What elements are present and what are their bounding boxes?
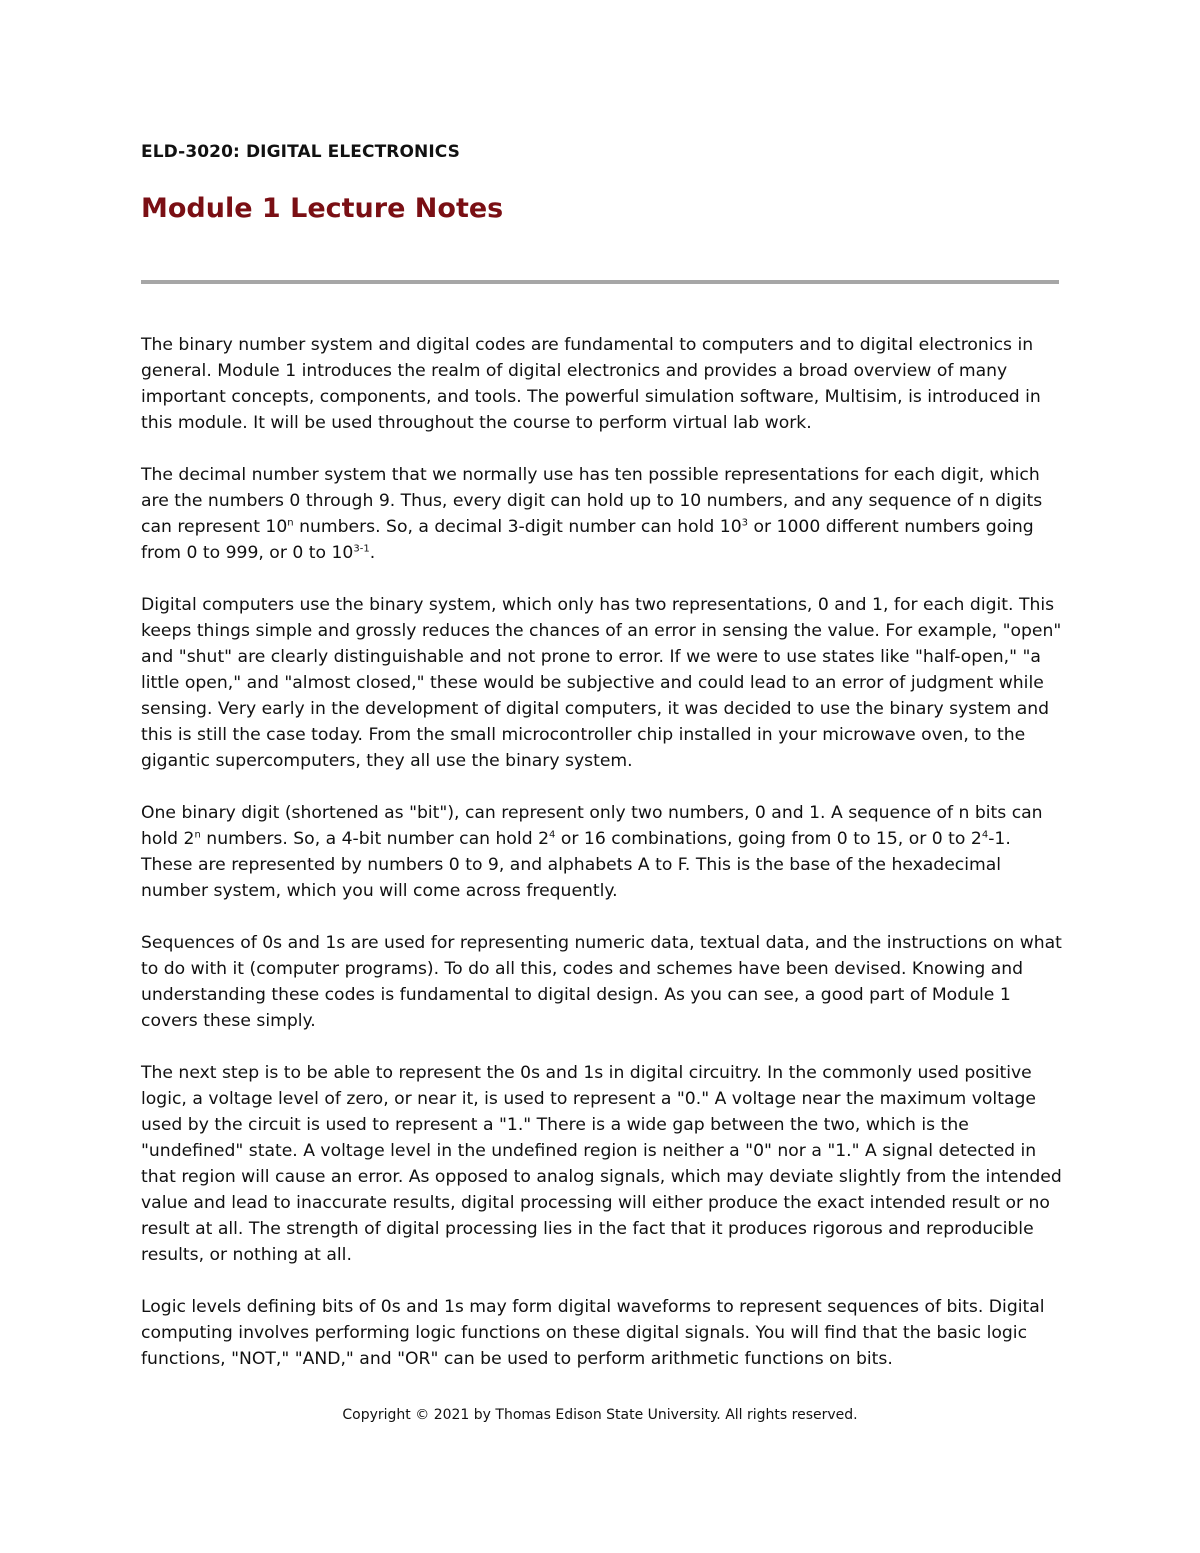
superscript: 3 [741, 517, 749, 529]
page-title: Module 1 Lecture Notes [141, 193, 504, 224]
text-segment: or 1000 different numbers going from 0 to 999, or 0 to 10 [141, 517, 1034, 563]
lecture-body [141, 332, 1066, 1398]
superscript: n [194, 829, 201, 841]
superscript: 4 [981, 829, 989, 841]
horizontal-divider [141, 280, 1059, 284]
paragraph-binary-system: Digital computers use the binary system, which only has two representations, 0 and 1, for each digit. This keeps things simple and grossly reduces the chances of an error in sensing the value. For example, "open" and "shut" are clearly distinguishable and not prone to error. If we were to use states like "half-open," "a little open," and "almost closed," these would be subjective and could lead to an error of judgment while sensing. Very early in the development of digital computers, it was decided to use the binary system and this is still the case today. From the small microcontroller chip installed in your microwave oven, to the gigantic supercomputers, they all use the binary system. [141, 595, 1062, 771]
text-segment: One binary digit (shortened as "bit"), can represent only two numbers, 0 and 1. A sequence of n bits can hold 2 [141, 803, 1043, 849]
paragraph-intro: The binary number system and digital codes are fundamental to computers and to digital electronics in general. Module 1 introduces the realm of digital electronics and provides a broad overview of many important concepts, components, and tools. The powerful simulation software, Multisim, is introduced in this module. It will be used throughout the course to perform virtual lab work. [141, 335, 1041, 433]
text-segment: numbers. So, a 4-bit number can hold 2 [200, 829, 550, 849]
text-segment: numbers. So, a decimal 3-digit number can hold 10 [293, 517, 742, 537]
superscript: 3-1 [353, 543, 370, 555]
text-segment: or 16 combinations, going from 0 to 15, or 0 to 2 [555, 829, 982, 849]
course-code-heading: ELD-3020: DIGITAL ELECTRONICS [141, 142, 461, 162]
text-segment: -1. These are represented by numbers 0 to 9, and alphabets A to F. This is the base of the hexadecimal number system, which you will come across frequently. [141, 829, 1011, 901]
superscript: 4 [549, 829, 556, 841]
copyright-footer: Copyright © 2021 by Thomas Edison State University. All rights reserved. [342, 1407, 858, 1423]
paragraph-logic-levels: The next step is to be able to represent the 0s and 1s in digital circuitry. In the commonly used positive logic, a voltage level of zero, or near it, is used to represent a "0." A voltage near the maximum voltage used by the circuit is used to represent a "1." There is a wide gap between the two, which is the "undefined" state. A voltage level in the undefined region is neither a "0" nor a "1." A signal detected in that region will cause an error. As opposed to analog signals, which may deviate slightly from the intended value and lead to inaccurate results, digital processing will either produce the exact intended result or no result at all. The strength of digital processing lies in the fact that it produces rigorous and reproducible results, or nothing at all. [141, 1063, 1062, 1265]
paragraph-waveforms: Logic levels defining bits of 0s and 1s may form digital waveforms to represent sequences of bits. Digital computing involves performing logic functions on these digital signals. You will find that the basic logic functions, "NOT," "AND," and "OR" can be used to perform arithmetic functions on bits. [141, 1297, 1045, 1369]
superscript: n [287, 517, 294, 529]
paragraph-codes: Sequences of 0s and 1s are used for representing numeric data, textual data, and the instructions on what to do with it (computer programs). To do all this, codes and schemes have been devised. Knowing and understanding these codes is fundamental to digital design. As you can see, a good part of Module 1 covers these simply. [141, 933, 1062, 1031]
text-segment: . [369, 543, 376, 563]
paragraph-decimal-system [141, 462, 1066, 566]
paragraph-bits [141, 800, 1066, 904]
text-segment: The decimal number system that we normally use has ten possible representations for each digit, which are the numbers 0 through 9. Thus, every digit can hold up to 10 numbers, and any sequence of n digits can represent 10 [141, 465, 1043, 537]
